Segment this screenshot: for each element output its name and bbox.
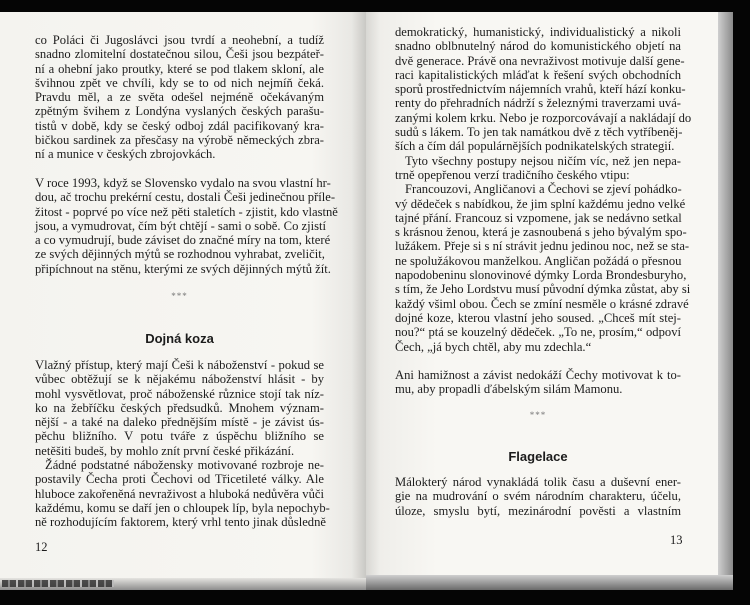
text-line: gie na mudrování o svém národním charakteru, účelu, [395,489,681,504]
section-heading: Flagelace [508,449,568,464]
text-line: nější - a také na daleko přednějším místě - je závist ús- [35,415,324,430]
text-line: renty do přehradních nádrží s železnými traverzami uvá- [395,96,681,111]
text-line: tajné přání. Francouz si vzpomene, jak se nedávno setkal [395,210,682,225]
paragraph [35,175,338,276]
text-line: snadno oblbnutelný národ do komunistického objetí na [395,39,681,54]
text-line: ní a ohební jako proutky, které se pod tlakem skloní, ale [35,61,324,76]
paragraph [395,25,692,154]
paragraph [395,475,681,518]
text-line: ně rozhodujícím faktorem, který vrhl tento jinak důsledně [35,515,326,530]
paragraph [35,33,324,162]
text-line: snadno zlomitelní dostatečnou silou, Češi jsou bezpáteř- [35,47,324,62]
text-line: trně opepřenou verzí tradičního českého vtipu: [395,167,630,182]
text-line: úloze, smyslu bytí, mezinárodní pověsti a vlastním [395,503,681,518]
section-separator: *** [529,410,547,420]
text-line: tistů v době, kdy se český odboj zdál pacifikovaný kra- [35,118,324,133]
right-text-block-2 [395,475,681,518]
text-line: postavily Čecha proti Čechovi od Třicetileté války. Ale [35,472,324,487]
text-line: zpětným švihem z Londýna vyslaných českých parašu- [35,104,324,119]
paragraph [395,368,681,397]
text-line: bičkou sardinek za přesčasy na výrobě německých zbra- [35,133,324,148]
text-line: vůbec obtěžují se k nějakému náboženství hlásit - by [35,372,324,387]
text-line: Tyto všechny postupy nejsou ničím víc, než jen nepa- [405,153,681,168]
text-line: s krásnou ženou, která je zasnoubená s jeho bývalým spo- [395,225,687,240]
text-line: švihnou zpět ve chvíli, kdy se to od nich nejmíň čeká. [35,75,324,90]
text-line: demokratický, humanistický, individualistický a nikoli [395,25,681,39]
text-line: Vlažný přístup, který mají Češi k náboženství - pokud se [35,358,324,372]
text-line: nou?“ ptá se kouzelný dědeček. „To ne, prosím,“ odpoví [395,325,681,340]
bleed-through-text-strip [2,580,114,587]
text-line: každému, komu se daří jen o chloupek líp, byla nepochyb- [35,500,330,515]
text-line: a co vymudrují, bude záviset do značné míry na tom, které [35,233,331,248]
text-line: vý dědeček s nabídkou, že jim splní každému jedno velké [395,196,686,211]
page-number: 12 [35,540,48,554]
text-line: Francouzovi, Angličanovi a Čechovi se zjeví pohádko- [405,182,682,197]
paragraph-gap [35,162,324,176]
text-line: každý všiml obou. Čech se zmíní nesměle o krásné zdravé [395,296,689,311]
text-line: lužákem. Přeje si s ní strávit jednu jedinou noc, než se sta- [395,239,690,254]
text-line: ní a munice v českých zbrojovkách. [35,147,216,162]
text-line: hluboce zakořeněná nevraživost a hluboká nedůvěra vůči [35,486,324,501]
right-text-block-1 [395,25,692,397]
left-text-block-1 [35,33,338,276]
paragraph-gap [395,354,681,368]
paragraph [395,154,681,183]
text-line: mu, aby propadli ďábelským silám Mamonu. [395,382,623,397]
text-line: připíchnout na stěnu, kterými ze svých dějinných mýtů žít. [35,261,331,276]
text-line: pěchu bližního. V potu tváře z úspěchu bližního se [35,429,324,444]
text-line: mohl vysvětlovat, proč náboženské různice stojí tak níz- [35,386,324,401]
section-heading: Dojná koza [145,331,214,346]
text-line: s tím, že Jeho Lordstvu musí původní dýmka zůstat, aby si [395,282,691,297]
text-line: žitost - poprvé po více než pěti staletích - zjistit, kdo vlastně [35,204,338,219]
text-line: dou, ač trochu prekérní cestu, dostali Češi jedinečnou příle- [35,190,336,205]
page-edge-right [718,12,733,587]
text-line: Čech, „já bych chtěl, aby mu zdechla.“ [395,339,592,354]
text-line: jsou, a vymudrovat, čím být chtějí - sami o sobě. Co zjistí [35,218,327,233]
text-line: Žádné podstatné nábožensky motivované rozbroje ne- [45,458,324,473]
text-line: sporů prostřednictvím nájemních vrahů, kteří hází konku- [395,82,686,97]
text-line: napodobeninu slonovinové dýmky Lorda Brondesburyho, [395,268,687,283]
paragraph [35,358,324,458]
text-line: Málokterý národ vynakládá tolik času a duševní ener- [395,475,681,489]
text-line: dvě generace. Právě ona nevraživost motivuje další gene- [395,53,685,68]
page-number: 13 [670,533,683,547]
text-line: Pravdu měl, a ze světa odešel nejméně očekávaným [35,90,324,105]
text-line: ze svých dějinných mýtů se rozhodnou vyhrabat, zveličit, [35,247,325,262]
text-line: zanými kolem krku. Nebo je rozporcovávají a nakládají do [395,110,692,125]
text-line: co Poláci či Jugoslávci jsou tvrdí a neohební, a tudíž [35,33,324,47]
text-line: netěšiti budeš, by mohlo znít první české přikázání. [35,443,295,458]
paragraph [35,458,330,530]
text-line: dojné koze, kterou vlastní jeho soused. „Chceš mít stej- [395,310,681,325]
text-line: Ani hamižnost a závist nedokáží Čechy motivovat k to- [395,368,681,383]
text-line: ších a čím dál populárnějších podnikatelských strategií. [395,139,675,154]
text-line: raci kapitalistických mláďat k řešení svých obchodních [395,67,681,82]
paragraph [395,182,691,354]
page-edge-bottom [366,575,733,590]
text-line: sudů s lákem. To jen tak namátkou dvě z těch vytříbeněj- [395,125,683,140]
text-line: V roce 1993, když se Slovensko vydalo na svou vlastní hr- [35,175,331,190]
left-text-block-2 [35,358,330,530]
text-line: ne spolužákovou manželkou. Angličan požádá o přesnou [395,253,682,268]
text-line: ko na žebříčku českých předsudků. Mnohem význam- [35,400,324,415]
section-separator: *** [171,291,188,301]
